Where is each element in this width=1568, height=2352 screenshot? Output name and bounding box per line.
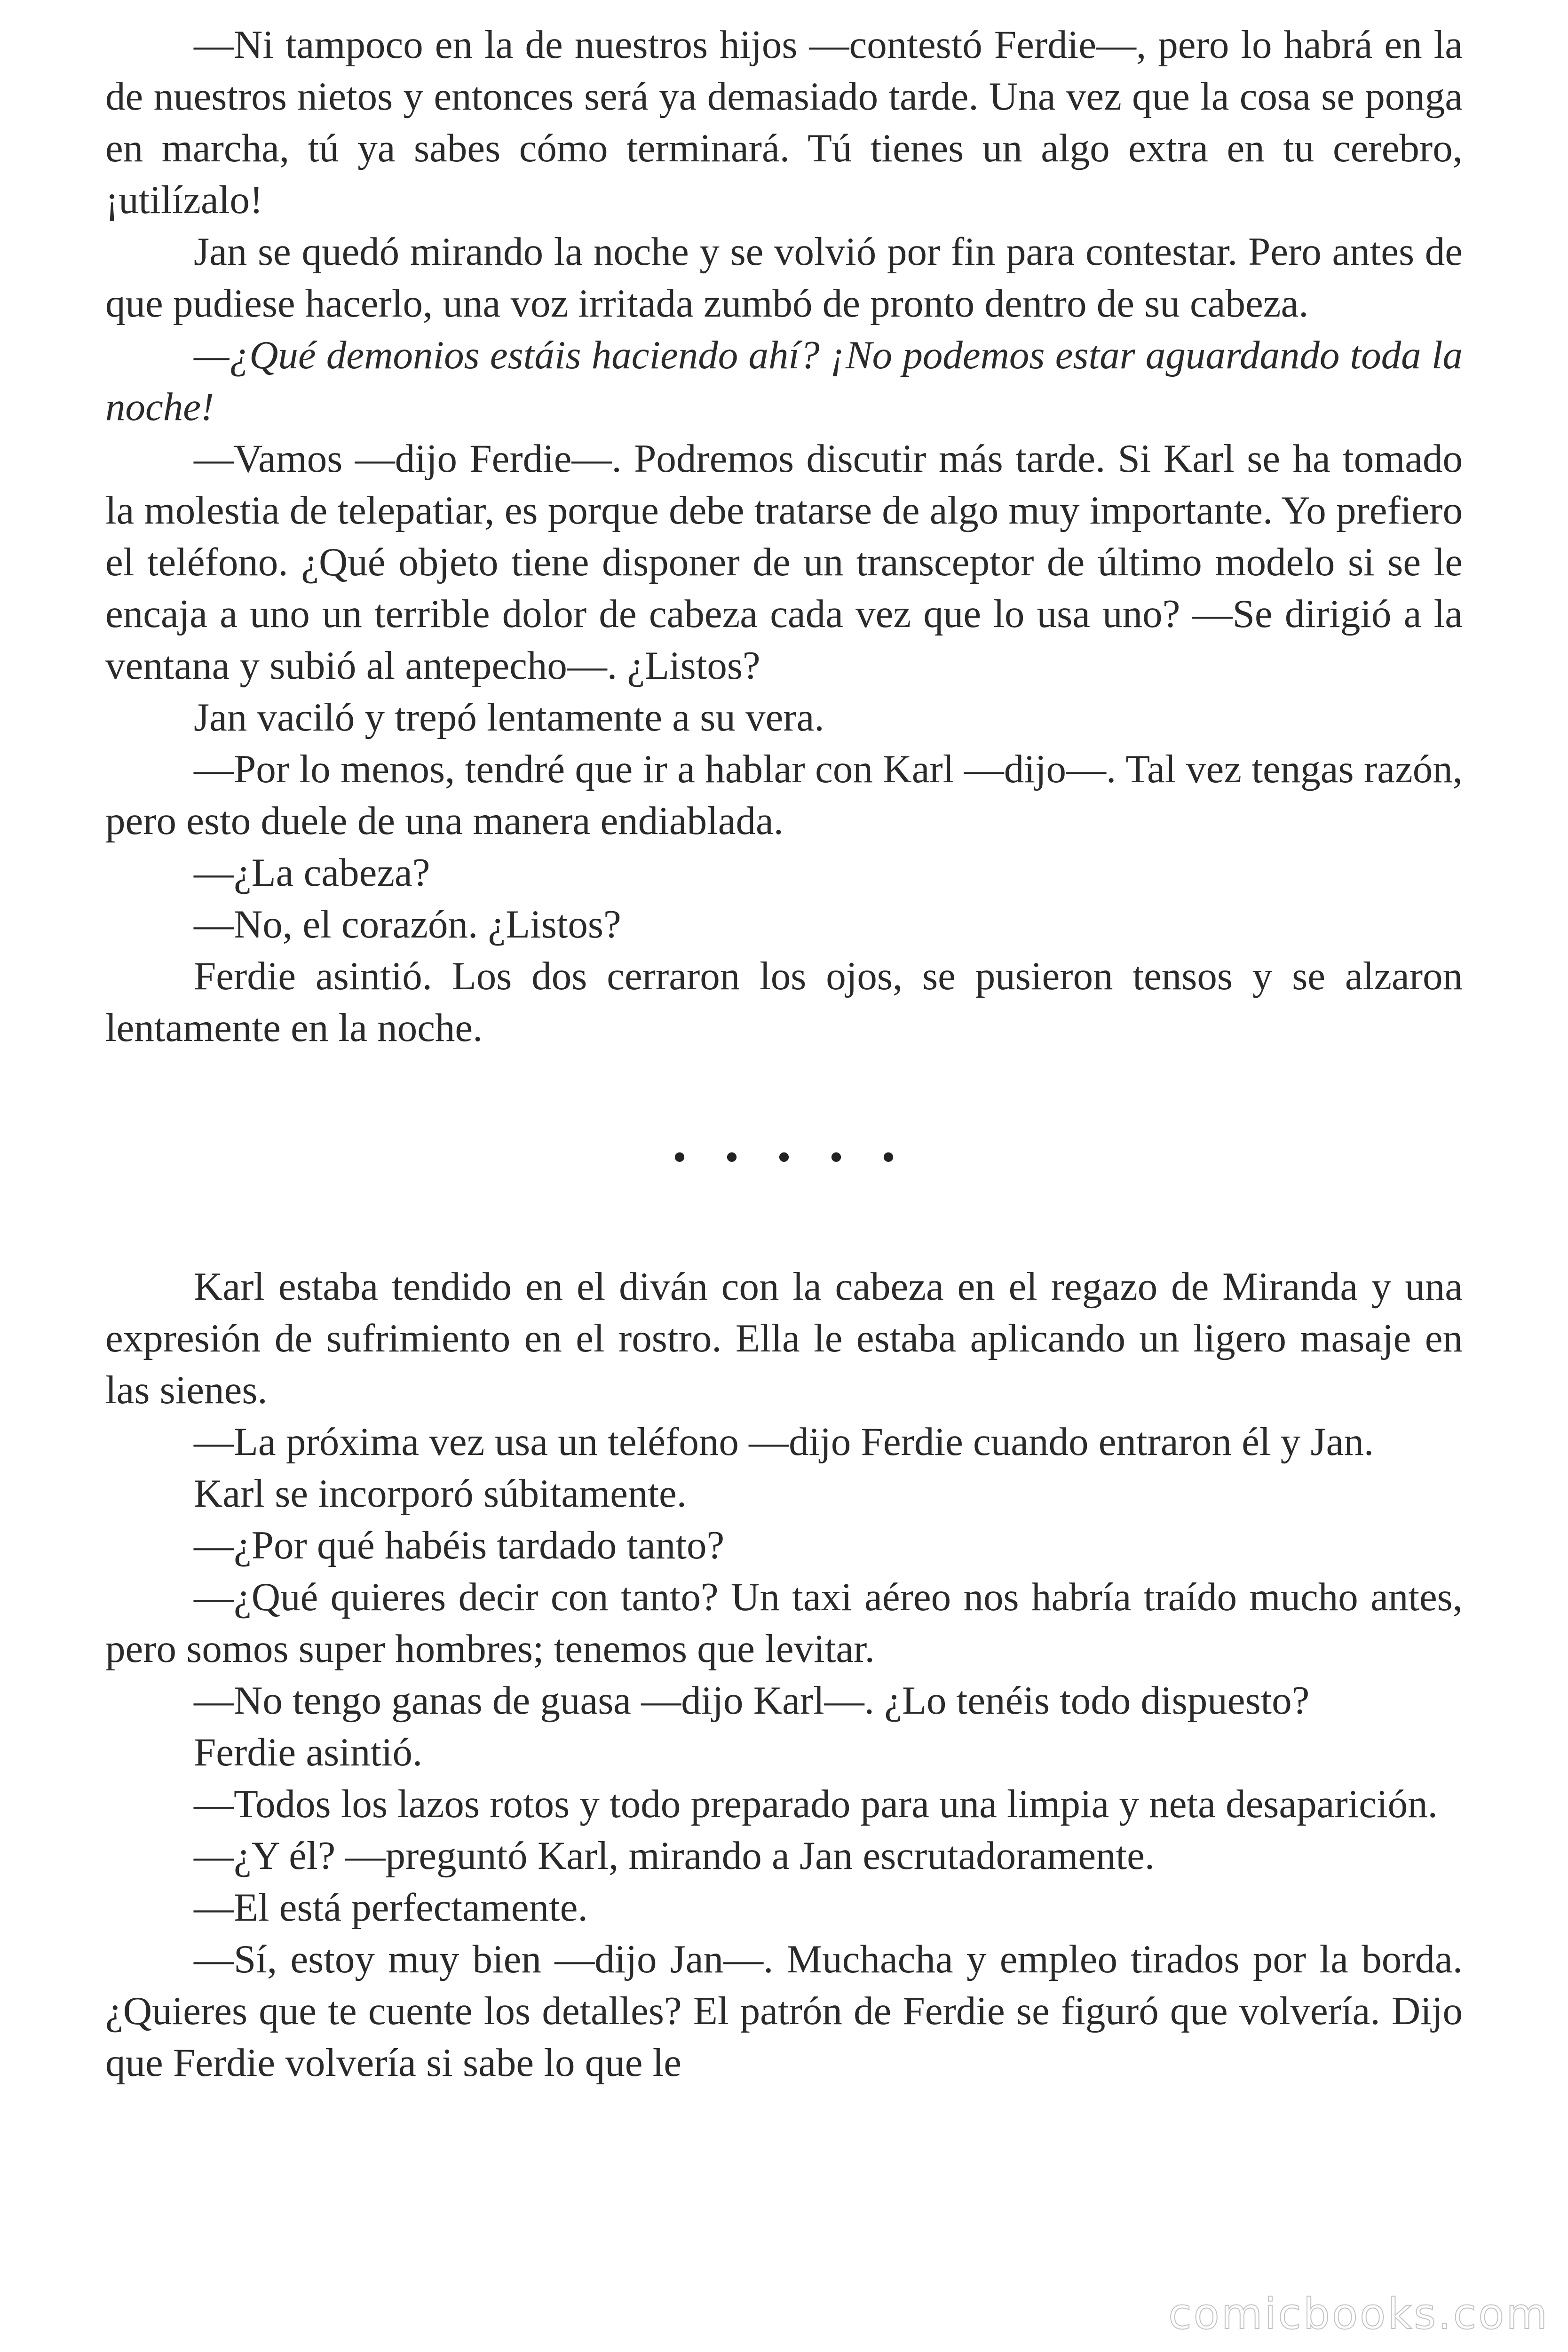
paragraph: —¿Por qué habéis tardado tanto? xyxy=(194,1523,725,1567)
paragraph: —Todos los lazos rotos y todo preparado para una limpia y neta desaparición. xyxy=(194,1782,1438,1826)
paragraph: —Sí, estoy muy bien —dijo Jan—. Muchacha y empleo tirados por la borda. ¿Quieres que te cuente los detalles? El patrón de Ferdie se figuró que volvería. Dijo que Ferdie volvería si sabe lo que le xyxy=(105,1937,1463,2085)
paragraph: —No tengo ganas de guasa —dijo Karl—. ¿Lo tenéis todo dispuesto? xyxy=(194,1678,1310,1723)
paragraph-italic: —¿Qué demonios estáis haciendo ahí? ¡No podemos estar aguardando toda la noche! xyxy=(105,333,1463,429)
paragraph: —El está perfectamente. xyxy=(194,1885,588,1930)
paragraph: —No, el corazón. ¿Listos? xyxy=(194,902,621,946)
paragraph: —¿La cabeza? xyxy=(194,850,430,895)
paragraph: —Vamos —dijo Ferdie—. Podremos discutir más tarde. Si Karl se ha tomado la molestia de telepatiar, es porque debe tratarse de algo muy importante. Yo prefiero el teléfono. ¿Qué objeto tiene disponer de un transceptor de último modelo si se le encaja a uno un terrible dolor de cabeza cada vez que lo usa uno? —Se dirigió a la ventana y subió al antepecho—. ¿Listos? xyxy=(105,437,1463,688)
section-1 xyxy=(105,19,1463,1054)
paragraph: Jan vaciló y trepó lentamente a su vera. xyxy=(194,695,824,739)
paragraph: —Ni tampoco en la de nuestros hijos —contestó Ferdie—, pero lo habrá en la de nuestros nietos y entonces será ya demasiado tarde. Una vez que la cosa se ponga en marcha, tú ya sabes cómo terminará. Tú tienes un algo extra en tu cerebro, ¡utilízalo! xyxy=(105,23,1463,222)
paragraph: Karl se incorporó súbitamente. xyxy=(194,1471,687,1516)
paragraph: —Por lo menos, tendré que ir a hablar con Karl —dijo—. Tal vez tengas razón, pero esto duele de una manera endiablada. xyxy=(105,747,1463,843)
book-page xyxy=(105,19,1463,2089)
paragraph: Ferdie asintió. xyxy=(194,1730,423,1774)
paragraph: —¿Y él? —preguntó Karl, mirando a Jan escrutadoramente. xyxy=(194,1834,1155,1878)
section-break xyxy=(105,1054,1463,1261)
section-2 xyxy=(105,1261,1463,2089)
paragraph: Jan se quedó mirando la noche y se volvió por fin para contestar. Pero antes de que pudiese hacerlo, una voz irritada zumbó de pronto dentro de su cabeza. xyxy=(105,230,1463,326)
paragraph: Ferdie asintió. Los dos cerraron los ojos, se pusieron tensos y se alzaron lentamente en la noche. xyxy=(105,954,1463,1050)
paragraph: —¿Qué quieres decir con tanto? Un taxi aéreo nos habría traído mucho antes, pero somos super hombres; tenemos que levitar. xyxy=(105,1575,1463,1671)
watermark: comicbooks.com xyxy=(1168,2289,1549,2339)
paragraph: —La próxima vez usa un teléfono —dijo Ferdie cuando entraron él y Jan. xyxy=(194,1420,1374,1464)
paragraph: Karl estaba tendido en el diván con la cabeza en el regazo de Miranda y una expresión de sufrimiento en el rostro. Ella le estaba aplicando un ligero masaje en las sienes. xyxy=(105,1264,1463,1412)
section-break-dots: • • • • • xyxy=(673,1135,910,1179)
